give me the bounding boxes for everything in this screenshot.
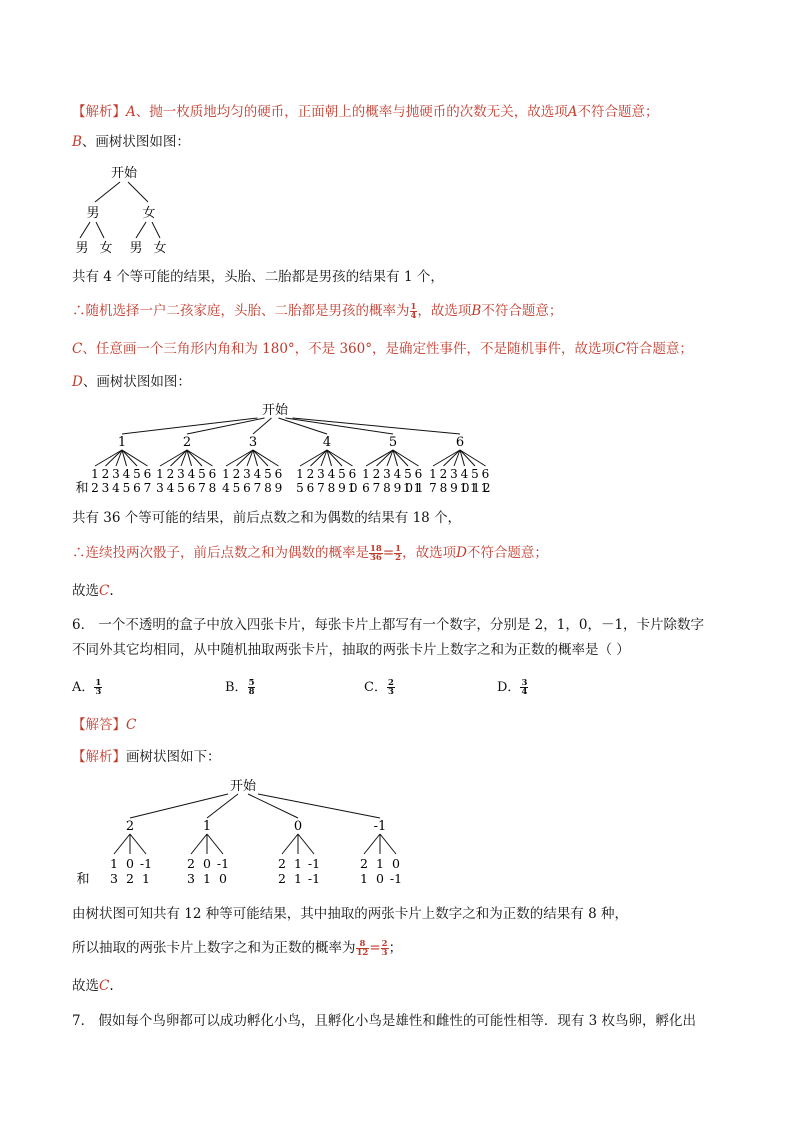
tree-sum: 1 (203, 871, 211, 886)
tree-sum: 0 (376, 871, 384, 886)
tree-node: 0 (293, 819, 303, 834)
tree-sum: 9 (393, 481, 402, 495)
tree-sum: 8 (439, 481, 448, 495)
tree-leaf: 5 (338, 467, 346, 481)
q6-count: 由树状图可知共有 12 种等可能结果，其中抽取的两张卡片上数字之和为正数的结果有 8 种， (72, 906, 628, 922)
fraction: $\frac{3}{4}$ (521, 678, 528, 697)
tree-leaf: 女 (99, 241, 113, 256)
sol5-option-c: C、任意画一个三角形内角和为 180°，不是 360°，是确定性事件，不是随机事件，故选项C符合题意； (72, 341, 693, 357)
tree-leaf: 6 (274, 467, 283, 481)
fraction: $\frac{8}{12}$ (356, 939, 369, 958)
tree-sum: 5 (122, 481, 131, 495)
tree-sum: 9 (338, 481, 346, 495)
tree-node: 2 (182, 435, 192, 450)
tree-node: 2 (125, 819, 135, 834)
tree-sum: 6 (187, 481, 196, 495)
tree-sum: 11 (413, 481, 424, 495)
tree-sum: 7 (198, 481, 206, 495)
tree-leaf: 2 (232, 467, 241, 481)
tree-leaf: 5 (264, 467, 272, 481)
tree-leaf: 2 (306, 467, 315, 481)
tree-leaf: 5 (471, 467, 479, 481)
tree-leaf: 4 (253, 467, 262, 481)
tree-leaf: 2 (372, 467, 381, 481)
sol5-option-b-head: B、画树状图如图： (72, 134, 190, 150)
tree-branch (364, 834, 380, 854)
tree-leaf: 0 (203, 856, 211, 871)
tree-sum: 0 (219, 871, 227, 886)
tree-sum: 10 (403, 481, 413, 495)
tree-leaf: 6 (481, 467, 490, 481)
tree-sum: 1 (294, 871, 302, 886)
tree-branch (298, 834, 314, 854)
tree-sum: 6 (133, 481, 141, 495)
tree-leaf: 5 (404, 467, 412, 481)
tree-sum: 7 (429, 481, 437, 495)
tree-leaf: 2 (187, 856, 195, 871)
tree-leaf: 1 (362, 467, 370, 481)
tree-branch (130, 834, 146, 854)
tree-sum: 7 (253, 481, 262, 495)
tree-leaf: 1 (222, 467, 230, 481)
tree-sum: 4 (166, 481, 175, 495)
tree-branch (380, 834, 396, 854)
tree-sum: 2 (278, 871, 286, 886)
tree-sum: 3 (187, 871, 195, 886)
fraction: $\frac{1}{4}$ (410, 302, 417, 321)
tree-leaf: 4 (122, 467, 131, 481)
tree-node: 女 (142, 206, 156, 221)
tree-leaf: 1 (110, 856, 118, 871)
tree-node: 5 (388, 435, 398, 450)
tree-branch (282, 834, 298, 854)
tree-branch (130, 794, 228, 818)
q6-options (72, 676, 672, 700)
tree-branch (114, 834, 130, 854)
tree-leaf: 3 (177, 467, 185, 481)
tree-sum: 3 (101, 481, 110, 495)
q6-stem-line2: 不同外其它均相同，从中随机抽取两张卡片，抽取的两张卡片上数字之和为正数的概率是（ ） (72, 642, 630, 658)
tree-sum: 1 (142, 871, 150, 886)
tree-sum: 5 (232, 481, 241, 495)
tree-leaf: 男 (75, 241, 89, 256)
tree-leaf: 2 (101, 467, 110, 481)
tree-sum: -1 (389, 871, 403, 886)
tree-leaf: 5 (133, 467, 141, 481)
analysis-tag: 【解析】 (72, 104, 126, 120)
tree-branch (122, 418, 258, 434)
tree-root: 开始 (229, 779, 257, 794)
q7-stem-line1: 7． 假如每个鸟卵都可以成功孵化小鸟，且孵化小鸟是雄性和雌性的可能性相等．现有 3 枚鸟卵，孵化出 (72, 1013, 697, 1029)
tree-leaf: 1 (91, 467, 99, 481)
tree-leaf: -1 (307, 856, 321, 871)
tree-sum: -1 (307, 871, 321, 886)
tree-node: 1 (117, 435, 127, 450)
tree-leaf: 4 (393, 467, 402, 481)
tree-branch (187, 418, 265, 434)
tree-leaf: 0 (126, 856, 134, 871)
tree-leaf: 2 (166, 467, 175, 481)
tree-leaf: 6 (348, 467, 357, 481)
tree-sum: 7 (372, 481, 381, 495)
tree-leaf: -1 (216, 856, 230, 871)
sol5-b-prob: ∴随机选择一户二孩家庭，头胎、二胎都是男孩的概率为 $\frac{1}{4}$ ，故选项B不符合题意； (72, 302, 563, 321)
fraction: $\frac{2}{3}$ (387, 678, 394, 697)
option-d: D． $\frac{3}{4}$ (497, 678, 528, 697)
tree-sum: 10 (347, 481, 358, 495)
tree-branch (191, 834, 207, 854)
tree-leaf: 4 (460, 467, 469, 481)
tree-root: 开始 (110, 166, 138, 181)
tree-sum: 10 (459, 481, 470, 495)
tree-branch (253, 418, 272, 434)
tree-node: 4 (322, 435, 332, 450)
sum-label: 和 (76, 872, 90, 887)
tree-sum: 9 (450, 481, 458, 495)
tree-sum: 3 (156, 481, 164, 495)
tree-leaf: 2 (439, 467, 448, 481)
fraction: $\frac{1}{3}$ (95, 678, 102, 697)
option-c: C． $\frac{2}{3}$ (364, 678, 394, 697)
tree-branch (258, 794, 380, 818)
tree-sum: 5 (177, 481, 185, 495)
tree-leaf: 6 (208, 467, 217, 481)
tree-sum: 2 (126, 871, 134, 886)
tree-sum: 8 (264, 481, 272, 495)
tree-sum: 8 (383, 481, 391, 495)
q6-analysis: 【解析】画树状图如下： (72, 749, 221, 765)
tree-leaf: 3 (383, 467, 391, 481)
tree-sum: 8 (327, 481, 336, 495)
tree-sum: 6 (306, 481, 315, 495)
tree-leaf: 1 (429, 467, 437, 481)
tree-sum: 8 (208, 481, 217, 495)
sol5-choose: 故选C. (72, 583, 114, 599)
tree-sum: 3 (110, 871, 118, 886)
tree-leaf: 1 (296, 467, 304, 481)
tree-leaf: 6 (143, 467, 152, 481)
tree-leaf: 3 (112, 467, 120, 481)
option-b: B． $\frac{5}{8}$ (225, 678, 255, 697)
sol5-d-prob: ∴连续投两次骰子，前后点数之和为偶数的概率是 $\frac{18}{36}$ = $\frac{1}{2}$ ，故选项D不符合题意； (72, 544, 548, 563)
sum-label: 和 (75, 481, 89, 496)
tree-sum: 9 (274, 481, 283, 495)
tree-sum: 5 (296, 481, 304, 495)
tree-leaf: 1 (156, 467, 164, 481)
tree-node: 男 (86, 206, 100, 221)
sol5-b-count: 共有 4 个等可能的结果，头胎、二胎都是男孩的结果有 1 个， (72, 269, 444, 285)
tree-leaf: 女 (153, 241, 167, 256)
tree-leaf: 3 (243, 467, 251, 481)
tree-sum: 7 (317, 481, 325, 495)
tree-leaf: 3 (317, 467, 325, 481)
tree-leaf: 1 (294, 856, 302, 871)
tree-branch (248, 794, 298, 818)
tree-node: 6 (455, 435, 465, 450)
fraction: $\frac{1}{2}$ (395, 544, 402, 563)
tree-sum: 12 (480, 481, 491, 495)
tree-leaf: 1 (376, 856, 384, 871)
tree-node: 3 (248, 435, 258, 450)
tree-leaf: 6 (414, 467, 423, 481)
tree-leaf: 0 (392, 856, 400, 871)
tree-diagram-dice (70, 398, 520, 498)
fraction: $\frac{5}{8}$ (248, 678, 255, 697)
tree-sum: 11 (470, 481, 480, 495)
sol5-option-a: 【解析】A、抛一枚质地均匀的硬币，正面朝上的概率与抛硬币的次数无关，故选项A不符合题意； (72, 104, 659, 120)
tree-leaf: -1 (139, 856, 153, 871)
tree-sum: 2 (91, 481, 99, 495)
tree-sum: 1 (360, 871, 368, 886)
tree-branch (207, 834, 223, 854)
tree-sum: 4 (222, 481, 230, 495)
tree-diagram-gender (70, 160, 180, 260)
q6-prob: 所以抽取的两张卡片上数字之和为正数的概率为 $\frac{8}{12}$ = $\frac{2}{3}$ ； (72, 939, 403, 958)
tree-sum: 6 (243, 481, 251, 495)
tree-leaf: 4 (187, 467, 196, 481)
q6-stem-line1: 6． 一个不透明的盒子中放入四张卡片，每张卡片上都写有一个数字，分别是 2，1，0，－1，卡片除数字 (72, 617, 705, 633)
tree-leaf: 4 (327, 467, 336, 481)
tree-leaf: 2 (278, 856, 286, 871)
q6-choose: 故选C. (72, 978, 114, 994)
option-a: A． $\frac{1}{3}$ (72, 678, 102, 697)
tree-leaf: 男 (129, 241, 143, 256)
sol5-d-count: 共有 36 个等可能的结果，前后点数之和为偶数的结果有 18 个， (72, 510, 462, 526)
tree-diagram-cards (70, 772, 420, 892)
fraction: $\frac{18}{36}$ (370, 544, 382, 563)
tree-leaf: 2 (360, 856, 368, 871)
tree-sum: 6 (362, 481, 370, 495)
tree-node: 1 (202, 819, 212, 834)
tree-node: -1 (373, 819, 387, 834)
tree-root: 开始 (261, 403, 289, 418)
tree-leaf: 3 (450, 467, 458, 481)
fraction: $\frac{2}{3}$ (381, 939, 388, 958)
q6-answer: 【解答】C (72, 717, 137, 733)
tree-sum: 4 (112, 481, 120, 495)
tree-sum: 7 (143, 481, 152, 495)
tree-leaf: 5 (198, 467, 206, 481)
sol5-option-d-head: D、画树状图如图： (72, 374, 191, 390)
